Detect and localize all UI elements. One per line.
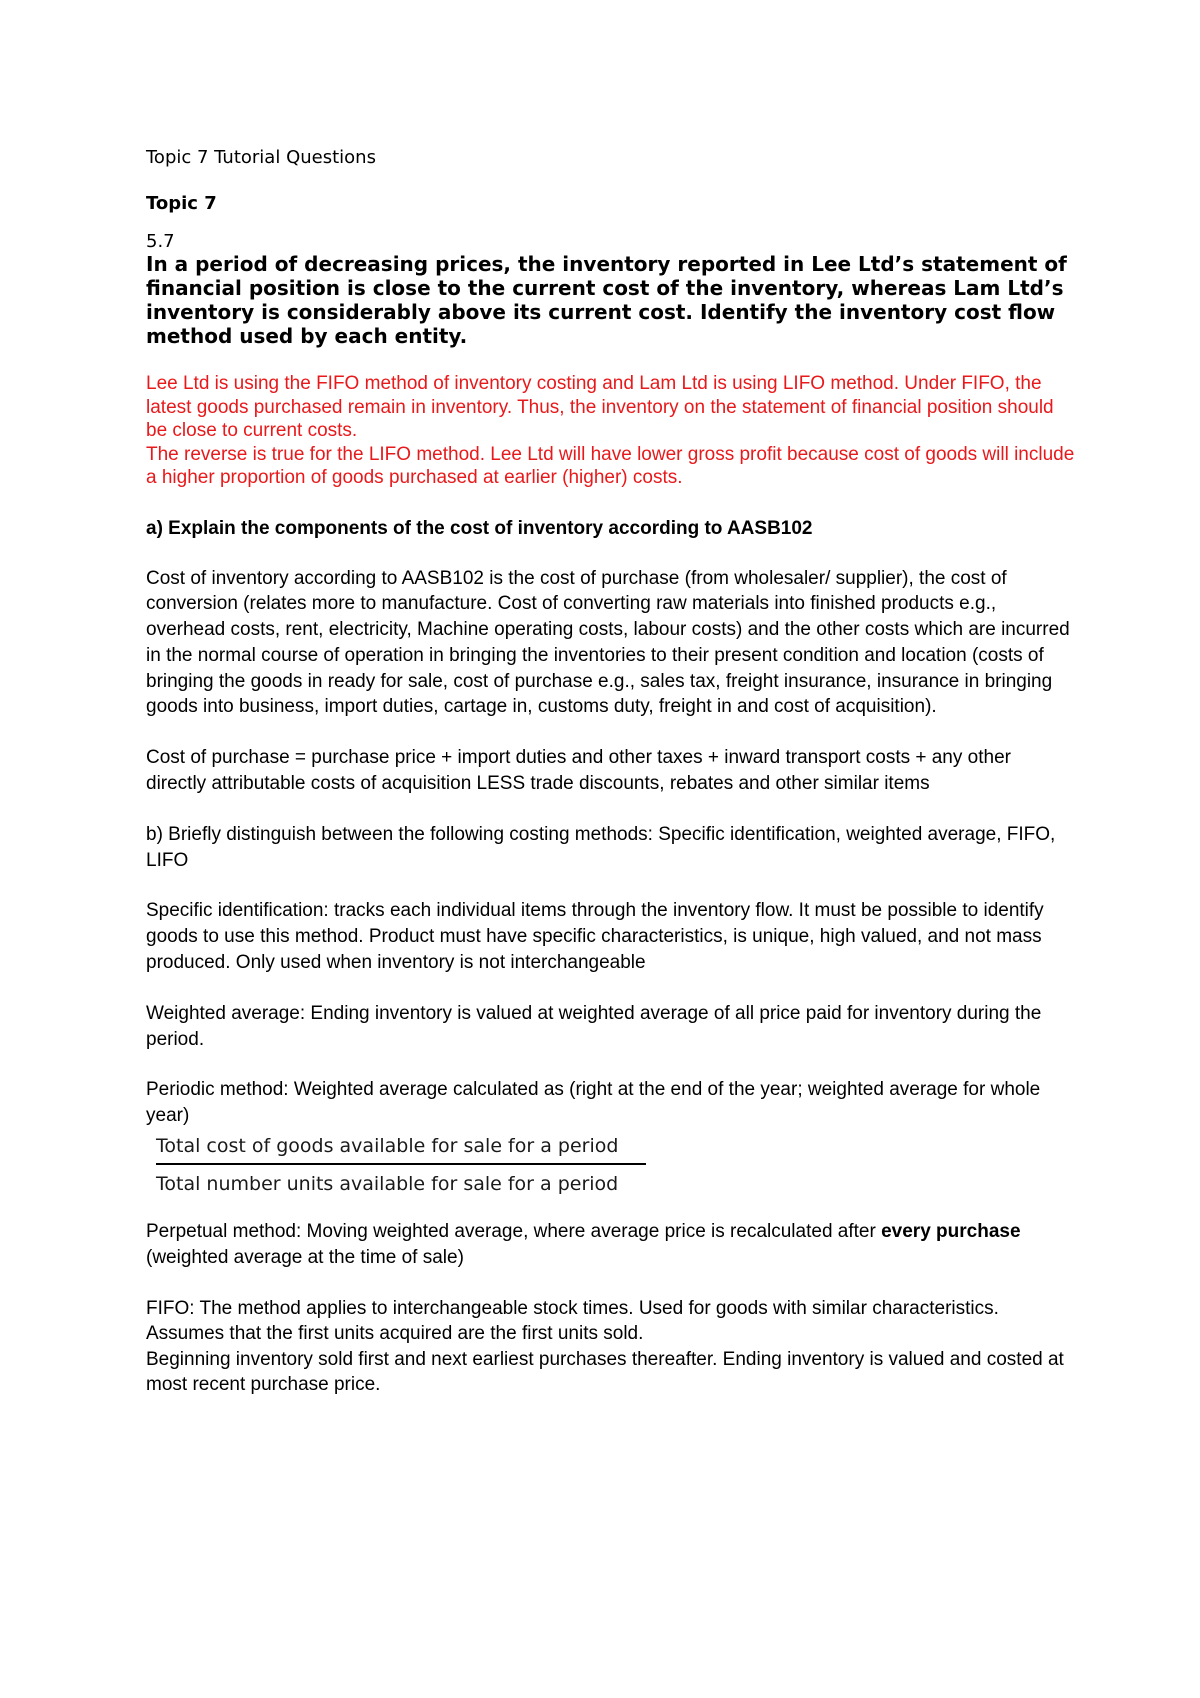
fifo-paragraph-2: Beginning inventory sold first and next earliest purchases thereafter. Ending inventory is valued and costed at most recent purchase price. xyxy=(146,1348,1064,1396)
part-a-paragraph-2: Cost of purchase = purchase price + import duties and other taxes + inward transport costs + any other directly attributable costs of acquisition LESS trade discounts, rebates and other similar items xyxy=(146,747,1011,795)
answer-paragraph-2: The reverse is true for the LIFO method. Lee Ltd will have lower gross profit because cost of goods will include a higher proportion of goods purchased at earlier (higher) costs. xyxy=(146,443,1075,488)
part-a-heading: a) Explain the components of the cost of inventory according to AASB102 xyxy=(146,517,813,539)
document-title: Topic 7 Tutorial Questions xyxy=(146,147,376,168)
specific-identification-paragraph: Specific identification: tracks each individual items through the inventory flow. It must be possible to identify goods to use this method. Product must have specific characteristics, is unique, high valued, and not mass produced. Only used when inventory is not interchangeable xyxy=(146,900,1044,974)
fifo-paragraph-1: FIFO: The method applies to interchangeable stock times. Used for goods with similar characteristics. Assumes that the first units acquired are the first units sold. xyxy=(146,1297,999,1345)
fifo-section xyxy=(146,1296,1076,1398)
question-text: In a period of decreasing prices, the inventory reported in Lee Ltd’s statement of financial position is close to the current cost of the inventory, whereas Lam Ltd’s inventory is considerably above its current cost. Identify the inventory cost flow method used by each entity. xyxy=(146,252,1067,348)
part-a-paragraph-1: Cost of inventory according to AASB102 is the cost of purchase (from wholesaler/ supplier), the cost of conversion (relates more to manufacture. Cost of converting raw materials into finished products e.g., overhead costs, rent, electricity, Machine operating costs, labour costs) and the other costs which are incurred in the normal course of operation in bringing the inventories to their present condition and location (costs of bringing the goods in ready for sale, cost of purchase e.g., sales tax, freight insurance, insurance in bringing goods into business, import duties, cartage in, customs duty, freight in and cost of acquisition). xyxy=(146,567,1070,718)
periodic-method-paragraph: Periodic method: Weighted average calculated as (right at the end of the year; weighted average for whole year) xyxy=(146,1079,1041,1127)
formula-denominator: Total number units available for sale for a period xyxy=(156,1173,619,1196)
perpetual-method-paragraph xyxy=(146,1219,1076,1271)
perpetual-emphasis: every purchase xyxy=(881,1221,1021,1243)
perpetual-text-after: (weighted average at the time of sale) xyxy=(146,1246,464,1268)
answer-block xyxy=(146,372,1076,490)
perpetual-text-before: Perpetual method: Moving weighted average, where average price is recalculated after xyxy=(146,1221,876,1243)
part-b-heading: b) Briefly distinguish between the following costing methods: Specific identification, weighted average, FIFO, LIFO xyxy=(146,823,1056,871)
question-number: 5.7 xyxy=(146,231,175,252)
weighted-average-paragraph: Weighted average: Ending inventory is valued at weighted average of all price paid for inventory during the period. xyxy=(146,1002,1042,1050)
formula-numerator: Total cost of goods available for sale for a period xyxy=(156,1133,646,1165)
document-content xyxy=(146,146,1076,1398)
answer-paragraph-1: Lee Ltd is using the FIFO method of inventory costing and Lam Ltd is using LIFO method. Under FIFO, the latest goods purchased remain in inventory. Thus, the inventory on the statement of financial position should be close to current costs. xyxy=(146,373,1054,441)
weighted-average-formula xyxy=(156,1133,646,1195)
topic-heading: Topic 7 xyxy=(146,193,217,214)
